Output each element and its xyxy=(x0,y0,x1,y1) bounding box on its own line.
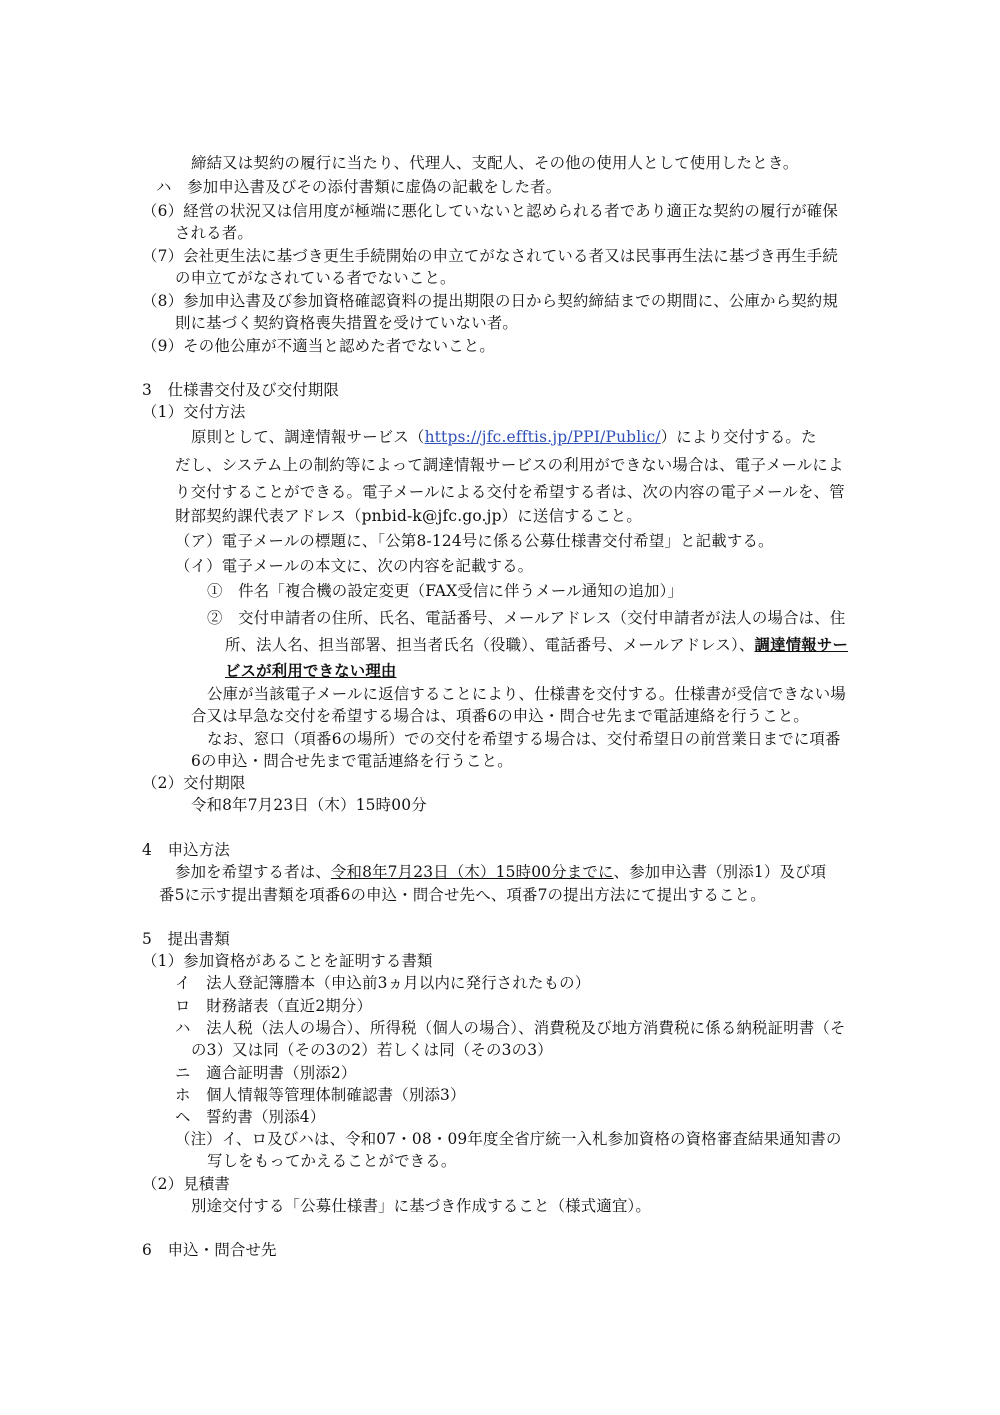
note-line1: （注）イ、ロ及びハは、令和07・08・09年度全省庁統一入札参加資格の資格審査結果通知書の xyxy=(175,1130,842,1148)
doc-item-he: ヘ 誓約書（別添4） xyxy=(175,1108,326,1126)
clause-7-line2: の申立てがなされている者でないこと。 xyxy=(175,269,456,287)
doc-item-ni: ニ 適合証明書（別添2） xyxy=(175,1064,357,1082)
doc-item-ha-line1: ハ 法人税（法人の場合）、所得税（個人の場合）、消費税及び地方消費税に係る納税証明書（そ xyxy=(175,1019,846,1037)
reply-note-line1: 公庫が当該電子メールに返信することにより、仕様書を交付する。仕様書が受信できない場 xyxy=(207,685,846,703)
section-3-1-para-line4: 財部契約課代表アドレス（pnbid-k@jfc.go.jp）に送信すること。 xyxy=(175,507,642,525)
section-4-para-line1: 参加を希望する者は、令和8年7月23日（木）15時00分までに、参加申込書（別添1）及び項 xyxy=(175,863,827,881)
section-4-heading: 4 申込方法 xyxy=(142,841,230,859)
section-4-para-line2: 番5に示す提出書類を項番6の申込・問合せ先へ、項番7の提出方法にて提出すること。 xyxy=(159,886,766,904)
doc-item-ro: ロ 財務諸表（直近2期分） xyxy=(175,997,373,1015)
section-3-1-para-line1: 原則として、調達情報サービス（https://jfc.efftis.jp/PPI/Public/）により交付する。た xyxy=(191,428,817,446)
section-5-1-heading: （1）参加資格があることを証明する書類 xyxy=(142,952,433,970)
emphasis-reason: 調達情報サー xyxy=(754,636,849,654)
doc-item-ha-line2: の3）又は同（その3の2）若しくは同（その3の3） xyxy=(191,1041,553,1059)
item-a-subject: （ア）電子メールの標題に、「公第8-124号に係る公募仕様書交付希望」と記載する。 xyxy=(175,532,774,550)
section-5-heading: 5 提出書類 xyxy=(142,930,230,948)
section-5-2-heading: （2）見積書 xyxy=(142,1175,230,1193)
section-3-2-deadline: 令和8年7月23日（木）15時00分 xyxy=(191,796,427,814)
clause-8-line2: 則に基づく契約資格喪失措置を受けていない者。 xyxy=(175,314,518,332)
reply-note-line2: 合又は早急な交付を希望する場合は、項番6の申込・問合せ先まで電話連絡を行うこと。 xyxy=(191,707,810,725)
clause-5-ha: ハ 参加申込書及びその添付書類に虚偽の記載をした者。 xyxy=(156,178,562,196)
item-i-body: （イ）電子メールの本文に、次の内容を記載する。 xyxy=(175,557,534,575)
item-circle-1: ① 件名「複合機の設定変更（FAX受信に伴うメール通知の追加）」 xyxy=(207,582,684,600)
note-line2: 写しをもってかえることができる。 xyxy=(207,1152,457,1170)
doc-item-ho: ホ 個人情報等管理体制確認書（別添3） xyxy=(175,1086,466,1104)
clause-6-line1: （6）経営の状況又は信用度が極端に悪化していないと認められる者であり適正な契約の履行が確保 xyxy=(142,202,838,220)
section-5-2-body: 別途交付する「公募仕様書」に基づき作成すること（様式適宜）。 xyxy=(191,1197,652,1215)
item-circle-2-line1: ② 交付申請者の住所、氏名、電話番号、メールアドレス（交付申請者が法人の場合は、住 xyxy=(207,609,846,627)
clause-6-line2: される者。 xyxy=(175,224,253,242)
section-6-heading: 6 申込・問合せ先 xyxy=(142,1241,277,1259)
item-circle-2-line2: 所、法人名、担当部署、担当者氏名（役職）、電話番号、メールアドレス）、調達情報サー xyxy=(225,636,849,654)
doc-item-i: イ 法人登記簿謄本（申込前3ヵ月以内に発行されたもの） xyxy=(175,974,591,992)
application-deadline: 令和8年7月23日（木）15時00分までに xyxy=(330,863,614,881)
window-note-line1: なお、窓口（項番6の場所）での交付を希望する場合は、交付希望日の前営業日までに項番 xyxy=(207,730,841,748)
section-3-1-para-line2: だし、システム上の制約等によって調達情報サービスの利用ができない場合は、電子メールによ xyxy=(175,456,844,474)
procurement-service-link[interactable]: https://jfc.efftis.jp/PPI/Public/ xyxy=(424,428,661,446)
item-circle-2-line3: ビスが利用できない理由 xyxy=(225,662,397,680)
clause-8-line1: （8）参加申込書及び参加資格確認資料の提出期限の日から契約締結までの期間に、公庫から契約規 xyxy=(142,292,838,310)
section-3-2-heading: （2）交付期限 xyxy=(142,774,246,792)
clause-7-line1: （7）会社更生法に基づき更生手続開始の申立てがなされている者又は民事再生法に基づき再生手続 xyxy=(142,247,838,265)
section-3-1-para-line3: り交付することができる。電子メールによる交付を希望する者は、次の内容の電子メールを、管 xyxy=(175,483,845,501)
clause-5-2-continuation: 締結又は契約の履行に当たり、代理人、支配人、その他の使用人として使用したとき。 xyxy=(191,154,799,172)
section-3-heading: 3 仕様書交付及び交付期限 xyxy=(142,381,340,399)
section-3-1-heading: （1）交付方法 xyxy=(142,403,246,421)
window-note-line2: 6の申込・問合せ先まで電話連絡を行うこと。 xyxy=(191,752,513,770)
clause-9: （9）その他公庫が不適当と認めた者でないこと。 xyxy=(142,337,495,355)
